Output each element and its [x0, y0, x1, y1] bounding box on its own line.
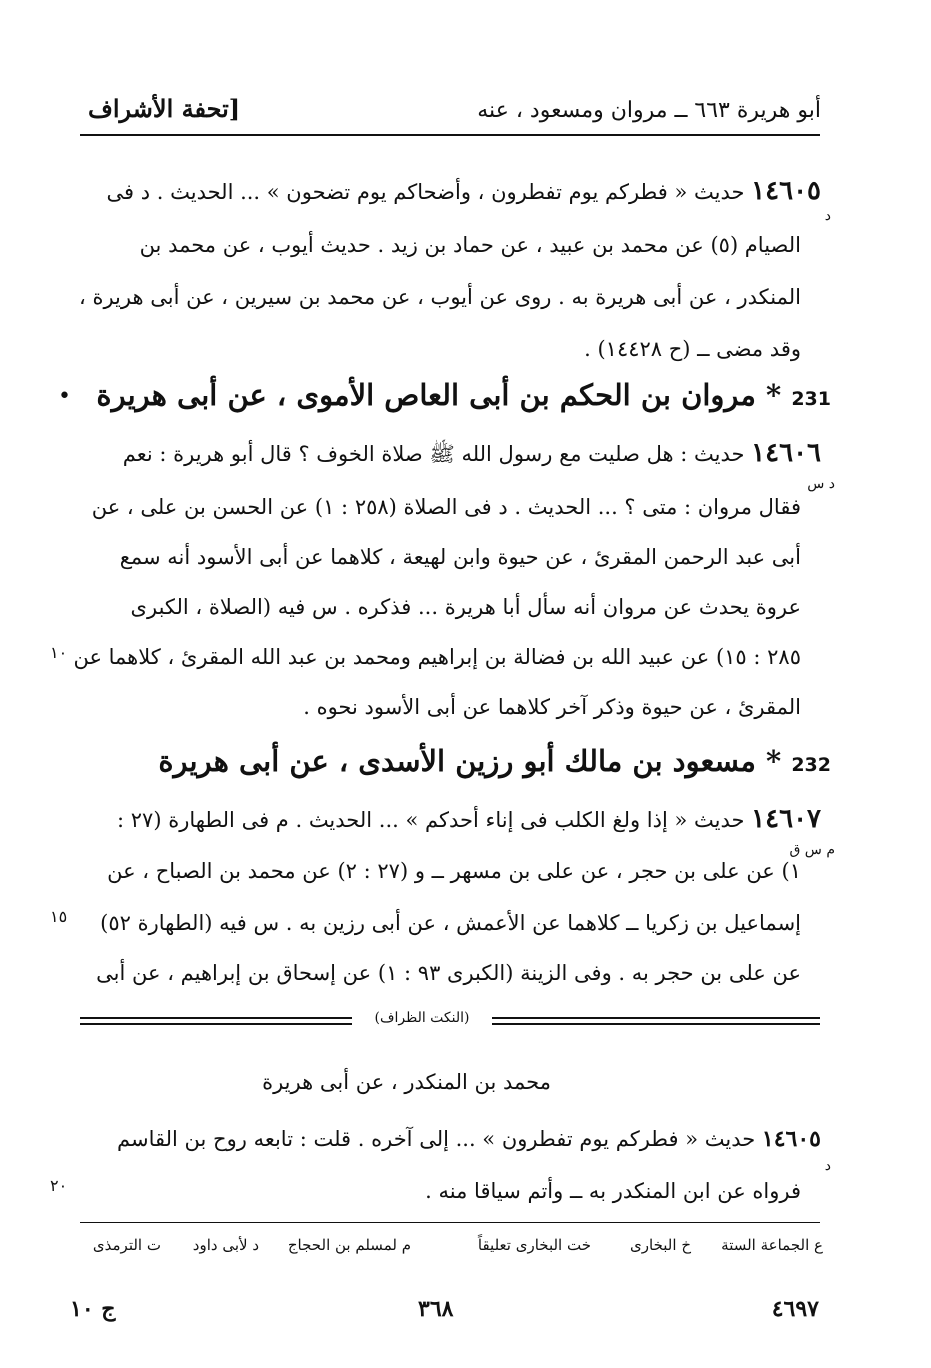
nukat-subheading: محمد بن المنكدر ، عن أبى هريرة	[262, 1070, 551, 1094]
hadith-14605-line-1: ١٤٦٠٥ حديث « فطركم يوم تفطرون ، وأضحاكم يوم تضحون » ... الحديث . د فى	[106, 176, 821, 206]
abbrev-item: ت الترمذى	[92, 1236, 161, 1254]
margin-line-number: ٢٠	[50, 1176, 68, 1195]
section-number: 231	[791, 388, 831, 410]
footnote-rule	[80, 1222, 820, 1223]
hadith-14605-line-3: المنكدر ، عن أبى هريرة به . روى عن أيوب ، عن محمد بن سيرين ، عن أبى هريرة ،	[79, 285, 801, 309]
section-232-heading: 232 * مسعود بن مالك أبو رزين الأسدى ، عن أبى هريرة	[158, 744, 831, 778]
hadith-number: ١٤٦٠٥	[761, 1126, 821, 1152]
hadith-14607-line-4: عن على بن حجر به . وفى الزينة (الكبرى ٩٣ : ١) عن إسحاق بن إبراهيم ، عن أبى	[96, 961, 801, 985]
nukat-sigla: د	[824, 1158, 831, 1174]
hadith-14605-line-4: وقد مضى ــ (ح ١٤٤٢٨) .	[584, 337, 801, 361]
hadith-14606-line-3: أبى عبد الرحمن المقرئ ، عن حيوة وابن لهيعة ، كلاهما عن أبى الأسود أنه سمع	[119, 545, 801, 569]
abbrev-item: خت البخارى تعليقاً	[477, 1236, 591, 1254]
section-231-heading: 231 * مروان بن الحكم بن أبى العاص الأموى ، عن أبى هريرة	[96, 378, 831, 412]
section-231-dot: •	[58, 384, 71, 409]
hadith-14606-line-5: ٢٨٥ : ١٥) عن عبيد الله بن فضالة بن إبراهيم ومحمد بن عبد الله المقرئ ، كلاهما عن	[73, 645, 801, 669]
abbrev-item: م لمسلم بن الحجاج	[287, 1236, 411, 1254]
margin-line-number: ١٥	[50, 907, 68, 926]
header-rule	[80, 134, 820, 136]
nukat-label: (النكت الظراف)	[352, 1010, 492, 1032]
section-number: 232	[791, 754, 831, 776]
hadith-14606-line-4: عروة يحدث عن مروان أنه سأل أبا هريرة ... فذكره . س فيه (الصلاة ، الكبرى	[130, 595, 801, 619]
margin-line-number: ١٠	[50, 643, 68, 662]
abbrev-item: د لأبى داود	[192, 1236, 259, 1254]
hadith-14605-line-2: الصيام (٥) عن محمد بن عبيد ، عن حماد بن زيد . حديث أيوب ، عن محمد بن	[139, 233, 801, 257]
hadith-14607-line-2: ١) عن على بن حجر ، عن على بن مسهر ــ و (٢٧ : ٢) عن محمد بن الصباح ، عن	[107, 859, 801, 883]
nukat-line-2: فرواه عن ابن المنكدر به ــ وأتم سياقا منه .	[425, 1179, 801, 1203]
hadith-14605-sigla: د	[824, 208, 831, 224]
running-title-right: أبو هريرة ٦٦٣ ــ مروان ومسعود ، عنه	[477, 98, 821, 123]
volume-number: ج ١٠	[70, 1296, 116, 1322]
nukat-line-1: ١٤٦٠٥ حديث « فطركم يوم تفطرون » ... إلى آخره . قلت : تابعه روح بن القاسم	[117, 1126, 821, 1152]
signature-mark: ٤٦٩٧	[771, 1296, 819, 1322]
page-number: ٣٦٨	[418, 1296, 454, 1322]
abbrev-item: خ البخارى	[630, 1236, 691, 1254]
hadith-14606-sigla: د س	[807, 476, 835, 492]
hadith-number: ١٤٦٠٥	[751, 176, 821, 206]
hadith-14607-line-3: إسماعيل بن زكريا ــ كلاهما عن الأعمش ، عن أبى رزين به . س فيه (الطهارة ٥٢)	[100, 911, 801, 935]
hadith-number: ١٤٦٠٧	[751, 804, 821, 834]
hadith-14607-sigla: م س ق	[789, 842, 835, 858]
hadith-14606-line-1: ١٤٦٠٦ حديث : هل صليت مع رسول الله ﷺ صلاة الخوف ؟ قال أبو هريرة : نعم	[122, 438, 821, 468]
hadith-14606-line-2: فقال مروان : متى ؟ ... الحديث . د فى الصلاة (٢٥٨ : ١) عن الحسن بن على ، عن	[91, 495, 801, 519]
hadith-14606-line-6: المقرئ ، عن حيوة وذكر آخر كلاهما عن أبى الأسود نحوه .	[303, 695, 801, 719]
abbrev-item: ع الجماعة الستة	[721, 1236, 823, 1254]
running-title-left: [تحفة الأشراف	[88, 94, 241, 123]
hadith-14607-line-1: ١٤٦٠٧ حديث « إذا ولغ الكلب فى إناء أحدكم » ... الحديث . م فى الطهارة (٢٧ :	[117, 804, 821, 834]
hadith-number: ١٤٦٠٦	[751, 438, 821, 468]
